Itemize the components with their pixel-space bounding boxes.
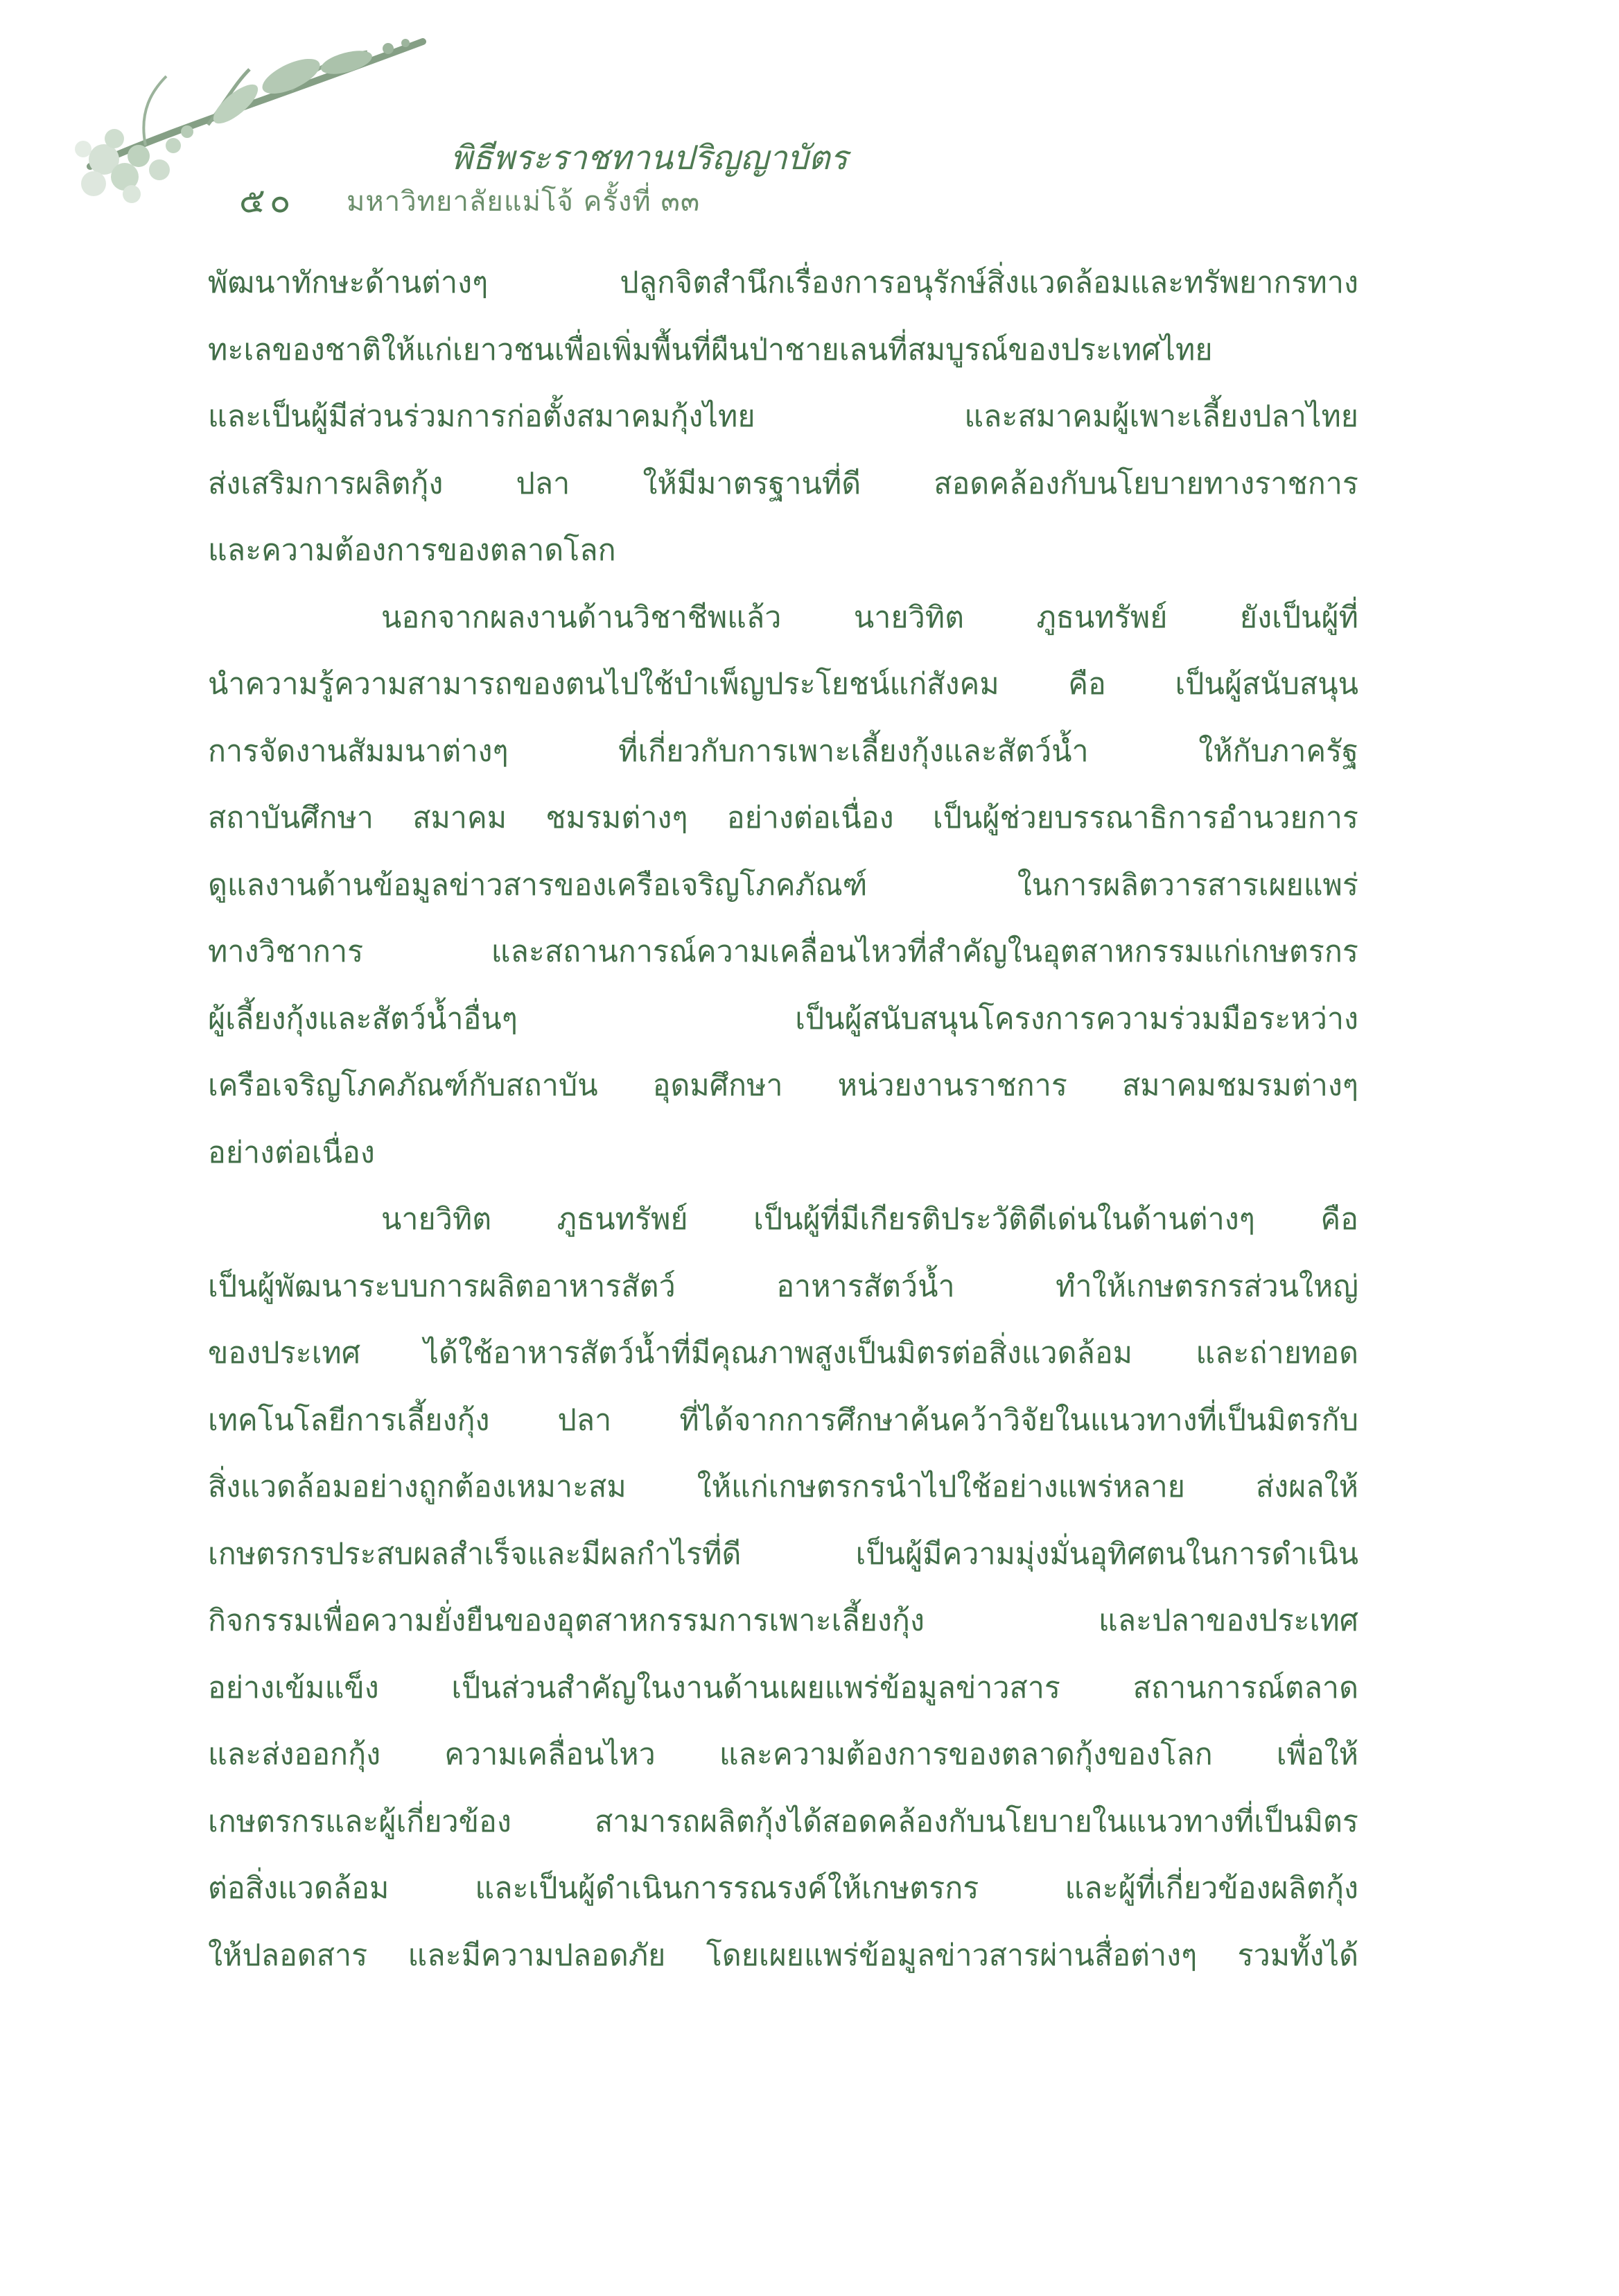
text-line: นำความรู้ความสามารถของตนไปใช้บำเพ็ญประโยชน์แก่สังคม คือ เป็นผู้สนับสนุน <box>208 667 1358 702</box>
text-line: ทะเลของชาติให้แก่เยาวชนเพื่อเพิ่มพื้นที่ผืนป่าชายเลนที่สมบูรณ์ของประเทศไทย <box>208 332 1213 367</box>
text-line: สถาบันศึกษา สมาคม ชมรมต่างๆ อย่างต่อเนื่อง เป็นผู้ช่วยบรรณาธิการอำนวยการ <box>208 801 1358 835</box>
text-line: เป็นผู้พัฒนาระบบการผลิตอาหารสัตว์ อาหารสัตว์น้ำ ทำให้เกษตรกรส่วนใหญ่ <box>208 1269 1358 1304</box>
text-line: กิจกรรมเพื่อความยั่งยืนของอุตสาหกรรมการเพาะเลี้ยงกุ้ง และปลาของประเทศ <box>208 1603 1358 1638</box>
text-line: และเป็นผู้มีส่วนร่วมการก่อตั้งสมาคมกุ้งไทย และสมาคมผู้เพาะเลี้ยงปลาไทย <box>208 399 1358 434</box>
text-line: เครือเจริญโภคภัณฑ์กับสถาบัน อุดมศึกษา หน่วยงานราชการ สมาคมชมรมต่างๆ <box>208 1068 1358 1103</box>
text-line: อย่างเข้มแข็ง เป็นส่วนสำคัญในงานด้านเผยแพร่ข้อมูลข่าวสาร สถานการณ์ตลาด <box>208 1670 1358 1705</box>
body-text <box>208 250 1358 1989</box>
paragraph-first-line: นายวิทิต ภูธนทรัพย์ เป็นผู้ที่มีเกียรติประวัติดีเด่นในด้านต่างๆ คือ <box>381 1202 1358 1237</box>
text-line: และส่งออกกุ้ง ความเคลื่อนไหว และความต้องการของตลาดกุ้งของโลก เพื่อให้ <box>208 1737 1358 1772</box>
text-line: ดูแลงานด้านข้อมูลข่าวสารของเครือเจริญโภคภัณฑ์ ในการผลิตวารสารเผยแพร่ <box>208 867 1358 903</box>
page-number: ๕๐ <box>239 180 295 220</box>
text-line: สิ่งแวดล้อมอย่างถูกต้องเหมาะสม ให้แก่เกษตรกรนำไปใช้อย่างแพร่หลาย ส่งผลให้ <box>208 1470 1358 1504</box>
text-line: ของประเทศ ได้ใช้อาหารสัตว์น้ำที่มีคุณภาพสูงเป็นมิตรต่อสิ่งแวดล้อม และถ่ายทอด <box>208 1336 1358 1371</box>
text-line: ทางวิชาการ และสถานการณ์ความเคลื่อนไหวที่สำคัญในอุตสาหกรรมแก่เกษตรกร <box>208 934 1358 969</box>
text-line: การจัดงานสัมมนาต่างๆ ที่เกี่ยวกับการเพาะเลี้ยงกุ้งและสัตว์น้ำ ให้กับภาครัฐ <box>208 733 1358 769</box>
text-line: เทคโนโลยีการเลี้ยงกุ้ง ปลา ที่ได้จากการศึกษาค้นคว้าวิจัยในแนวทางที่เป็นมิตรกับ <box>208 1402 1358 1438</box>
text-line: และความต้องการของตลาดโลก <box>208 533 616 568</box>
text-line: ให้ปลอดสาร และมีความปลอดภัย โดยเผยแพร่ข้อมูลข่าวสารผ่านสื่อต่างๆ รวมทั้งได้ <box>208 1938 1358 1973</box>
university-subtitle: มหาวิทยาลัยแม่โจ้ ครั้งที่ ๓๓ <box>347 186 701 218</box>
text-line: พัฒนาทักษะด้านต่างๆ ปลูกจิตสำนึกเรื่องการอนุรักษ์สิ่งแวดล้อมและทรัพยากรทาง <box>208 266 1358 300</box>
text-line: อย่างต่อเนื่อง <box>208 1135 375 1170</box>
paragraph-first-line: นอกจากผลงานด้านวิชาชีพแล้ว นายวิทิต ภูธนทรัพย์ ยังเป็นผู้ที่ <box>381 600 1358 635</box>
text-line: เกษตรกรประสบผลสำเร็จและมีผลกำไรที่ดี เป็นผู้มีความมุ่งมั่นอุทิศตนในการดำเนิน <box>208 1536 1358 1572</box>
text-line: ผู้เลี้ยงกุ้งและสัตว์น้ำอื่นๆ เป็นผู้สนับสนุนโครงการความร่วมมือระหว่าง <box>208 1001 1358 1036</box>
text-line: ส่งเสริมการผลิตกุ้ง ปลา ให้มีมาตรฐานที่ดี สอดคล้องกับนโยบายทางราชการ <box>208 466 1358 501</box>
page-header <box>62 28 894 220</box>
text-line: เกษตรกรและผู้เกี่ยวข้อง สามารถผลิตกุ้งได้สอดคล้องกับนโยบายในแนวทางที่เป็นมิตร <box>208 1804 1358 1839</box>
text-line: ต่อสิ่งแวดล้อม และเป็นผู้ดำเนินการรณรงค์ให้เกษตรกร และผู้ที่เกี่ยวข้องผลิตกุ้ง <box>208 1871 1358 1906</box>
ceremony-title: พิธีพระราชทานปริญญาบัตร <box>450 139 848 177</box>
